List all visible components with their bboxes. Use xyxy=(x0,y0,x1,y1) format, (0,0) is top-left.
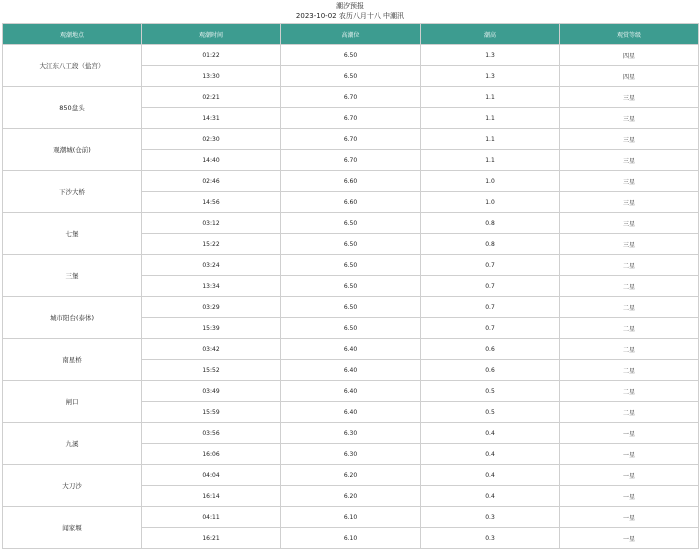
table-row xyxy=(3,171,699,192)
table-row xyxy=(3,45,699,66)
grade-cell: 三星 xyxy=(560,87,699,108)
grade-cell: 二星 xyxy=(560,360,699,381)
location-cell: 闸口 xyxy=(3,381,142,423)
tide-level-cell: 6.50 xyxy=(281,66,421,87)
tide-height-cell: 0.3 xyxy=(421,528,560,549)
table-row xyxy=(3,339,699,360)
time-cell: 14:31 xyxy=(142,108,281,129)
location-cell: 闻家堰 xyxy=(3,507,142,549)
grade-cell: 二星 xyxy=(560,255,699,276)
grade-cell: 三星 xyxy=(560,129,699,150)
tide-height-cell: 0.4 xyxy=(421,465,560,486)
tide-height-cell: 1.1 xyxy=(421,129,560,150)
tide-level-cell: 6.50 xyxy=(281,276,421,297)
table-row xyxy=(3,213,699,234)
tide-height-cell: 0.7 xyxy=(421,276,560,297)
time-cell: 14:40 xyxy=(142,150,281,171)
time-cell: 16:14 xyxy=(142,486,281,507)
tide-table xyxy=(2,23,699,549)
tide-level-cell: 6.70 xyxy=(281,150,421,171)
time-cell: 13:34 xyxy=(142,276,281,297)
table-row xyxy=(3,465,699,486)
time-cell: 02:21 xyxy=(142,87,281,108)
grade-cell: 三星 xyxy=(560,234,699,255)
tide-level-cell: 6.50 xyxy=(281,45,421,66)
table-row xyxy=(3,255,699,276)
tide-height-cell: 0.4 xyxy=(421,423,560,444)
tide-level-cell: 6.70 xyxy=(281,129,421,150)
time-cell: 15:59 xyxy=(142,402,281,423)
time-cell: 15:52 xyxy=(142,360,281,381)
grade-cell: 四星 xyxy=(560,45,699,66)
location-cell: 九溪 xyxy=(3,423,142,465)
tide-height-cell: 1.0 xyxy=(421,171,560,192)
location-cell: 观潮城(仓前) xyxy=(3,129,142,171)
tide-height-cell: 0.3 xyxy=(421,507,560,528)
grade-cell: 三星 xyxy=(560,192,699,213)
location-cell: 850盘头 xyxy=(3,87,142,129)
tide-height-cell: 0.5 xyxy=(421,381,560,402)
grade-cell: 二星 xyxy=(560,381,699,402)
time-cell: 03:56 xyxy=(142,423,281,444)
table-body xyxy=(3,45,699,549)
time-cell: 16:21 xyxy=(142,528,281,549)
tide-level-cell: 6.70 xyxy=(281,87,421,108)
header-grade: 观赏等级 xyxy=(560,24,699,45)
tide-height-cell: 0.8 xyxy=(421,234,560,255)
tide-height-cell: 1.0 xyxy=(421,192,560,213)
tide-level-cell: 6.30 xyxy=(281,444,421,465)
time-cell: 02:46 xyxy=(142,171,281,192)
location-cell: 三堡 xyxy=(3,255,142,297)
time-cell: 03:12 xyxy=(142,213,281,234)
table-row xyxy=(3,129,699,150)
table-row xyxy=(3,381,699,402)
tide-level-cell: 6.40 xyxy=(281,402,421,423)
tide-level-cell: 6.40 xyxy=(281,339,421,360)
tide-height-cell: 0.4 xyxy=(421,486,560,507)
tide-level-cell: 6.10 xyxy=(281,528,421,549)
time-cell: 03:49 xyxy=(142,381,281,402)
tide-level-cell: 6.10 xyxy=(281,507,421,528)
grade-cell: 三星 xyxy=(560,108,699,129)
time-cell: 04:11 xyxy=(142,507,281,528)
grade-cell: 四星 xyxy=(560,66,699,87)
tide-level-cell: 6.70 xyxy=(281,108,421,129)
grade-cell: 二星 xyxy=(560,339,699,360)
tide-level-cell: 6.50 xyxy=(281,255,421,276)
time-cell: 03:42 xyxy=(142,339,281,360)
tide-height-cell: 0.7 xyxy=(421,297,560,318)
grade-cell: 一星 xyxy=(560,423,699,444)
location-cell: 七堡 xyxy=(3,213,142,255)
tide-level-cell: 6.50 xyxy=(281,213,421,234)
tide-level-cell: 6.40 xyxy=(281,381,421,402)
tide-height-cell: 1.1 xyxy=(421,108,560,129)
grade-cell: 一星 xyxy=(560,444,699,465)
time-cell: 03:24 xyxy=(142,255,281,276)
tide-height-cell: 1.1 xyxy=(421,150,560,171)
time-cell: 01:22 xyxy=(142,45,281,66)
tide-level-cell: 6.60 xyxy=(281,171,421,192)
page-subtitle: 2023-10-02 农历八月十八 中潮汛 xyxy=(295,12,405,20)
location-cell: 南星桥 xyxy=(3,339,142,381)
header-tide-level: 高潮位 xyxy=(281,24,421,45)
grade-cell: 二星 xyxy=(560,276,699,297)
tide-height-cell: 0.8 xyxy=(421,213,560,234)
location-cell: 大江东八工段（盐宫） xyxy=(3,45,142,87)
grade-cell: 三星 xyxy=(560,171,699,192)
tide-height-cell: 0.7 xyxy=(421,255,560,276)
header-tide-height: 潮高 xyxy=(421,24,560,45)
tide-height-cell: 0.5 xyxy=(421,402,560,423)
tide-height-cell: 1.3 xyxy=(421,66,560,87)
table-row xyxy=(3,507,699,528)
grade-cell: 三星 xyxy=(560,213,699,234)
tide-height-cell: 0.7 xyxy=(421,318,560,339)
report-header xyxy=(0,0,700,21)
header-location: 观潮地点 xyxy=(3,24,142,45)
table-row xyxy=(3,423,699,444)
grade-cell: 二星 xyxy=(560,318,699,339)
time-cell: 15:22 xyxy=(142,234,281,255)
header-time: 观潮时间 xyxy=(142,24,281,45)
time-cell: 16:06 xyxy=(142,444,281,465)
table-header-row xyxy=(3,24,699,45)
tide-level-cell: 6.20 xyxy=(281,465,421,486)
tide-height-cell: 0.4 xyxy=(421,444,560,465)
tide-level-cell: 6.60 xyxy=(281,192,421,213)
time-cell: 04:04 xyxy=(142,465,281,486)
table-row xyxy=(3,87,699,108)
page-title: 潮汐预报 xyxy=(336,2,364,10)
tide-level-cell: 6.50 xyxy=(281,318,421,339)
tide-level-cell: 6.50 xyxy=(281,297,421,318)
grade-cell: 一星 xyxy=(560,486,699,507)
time-cell: 03:29 xyxy=(142,297,281,318)
tide-height-cell: 0.6 xyxy=(421,339,560,360)
tide-level-cell: 6.40 xyxy=(281,360,421,381)
tide-level-cell: 6.30 xyxy=(281,423,421,444)
tide-height-cell: 1.1 xyxy=(421,87,560,108)
time-cell: 13:30 xyxy=(142,66,281,87)
grade-cell: 一星 xyxy=(560,465,699,486)
time-cell: 15:39 xyxy=(142,318,281,339)
grade-cell: 二星 xyxy=(560,297,699,318)
location-cell: 城市阳台(泰体) xyxy=(3,297,142,339)
tide-level-cell: 6.20 xyxy=(281,486,421,507)
table-row xyxy=(3,297,699,318)
tide-height-cell: 0.6 xyxy=(421,360,560,381)
grade-cell: 一星 xyxy=(560,528,699,549)
time-cell: 02:30 xyxy=(142,129,281,150)
grade-cell: 一星 xyxy=(560,507,699,528)
location-cell: 下沙大桥 xyxy=(3,171,142,213)
grade-cell: 三星 xyxy=(560,150,699,171)
grade-cell: 二星 xyxy=(560,402,699,423)
time-cell: 14:56 xyxy=(142,192,281,213)
tide-height-cell: 1.3 xyxy=(421,45,560,66)
location-cell: 大刀沙 xyxy=(3,465,142,507)
tide-level-cell: 6.50 xyxy=(281,234,421,255)
